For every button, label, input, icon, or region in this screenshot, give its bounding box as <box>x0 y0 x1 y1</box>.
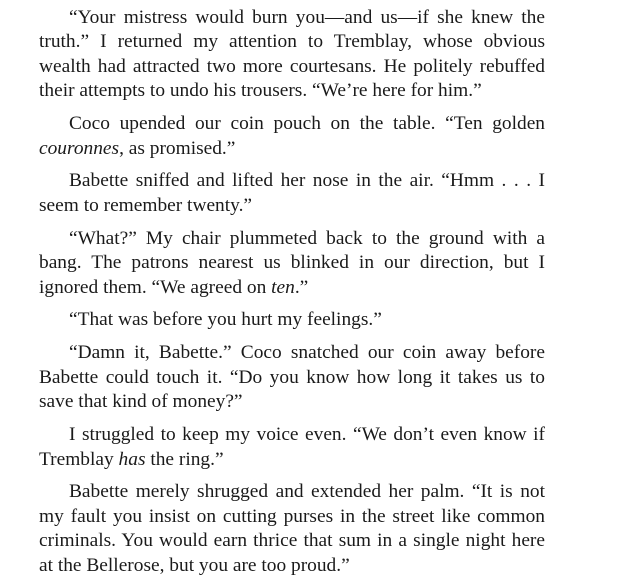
paragraph <box>39 308 545 332</box>
paragraph-text: Babette merely shrugged and extended her palm. “It is not my fault you insist on cutting purses in the street like common criminals. You would earn thrice that sum in a single night here at the Bellerose, but you are too proud.” <box>39 481 545 576</box>
italic-text: couronnes <box>39 137 120 159</box>
paragraph <box>39 6 545 104</box>
paragraph-text: Babette sniffed and lifted her nose in the air. “Hmm . . . I seem to remember twenty.” <box>39 170 545 216</box>
paragraph-text: “That was before you hurt my feelings.” <box>69 309 382 331</box>
paragraph-text: Coco upended our coin pouch on the table. “Ten golden <box>69 113 545 135</box>
paragraph <box>39 169 545 218</box>
book-page <box>39 6 545 587</box>
paragraph <box>39 227 545 300</box>
paragraph-text: .” <box>294 276 309 298</box>
paragraph <box>39 423 545 472</box>
paragraph-text: the ring.” <box>145 448 224 470</box>
paragraph-text: “Your mistress would burn you—and us—if she knew the truth.” I returned my attention to Tremblay, whose obvious wealth had attracted two more courtesans. He politely rebuffed their attempts to undo his trousers. “We’re here for him.” <box>39 7 545 102</box>
paragraph-text: , as promised.” <box>119 137 236 159</box>
italic-text: ten <box>271 276 295 298</box>
paragraph <box>39 112 545 161</box>
paragraph <box>39 480 545 578</box>
paragraph <box>39 341 545 414</box>
paragraph-text: “What?” My chair plummeted back to the ground with a bang. The patrons nearest us blinked in our direction, but I ignored them. “We agreed on <box>39 227 545 298</box>
paragraph-text: I struggled to keep my voice even. “We don’t even know if Tremblay <box>39 424 545 470</box>
italic-text: has <box>118 448 146 470</box>
paragraph-text: “Damn it, Babette.” Coco snatched our coin away before Babette could touch it. “Do you know how long it takes us to save that kind of money?” <box>39 342 545 413</box>
